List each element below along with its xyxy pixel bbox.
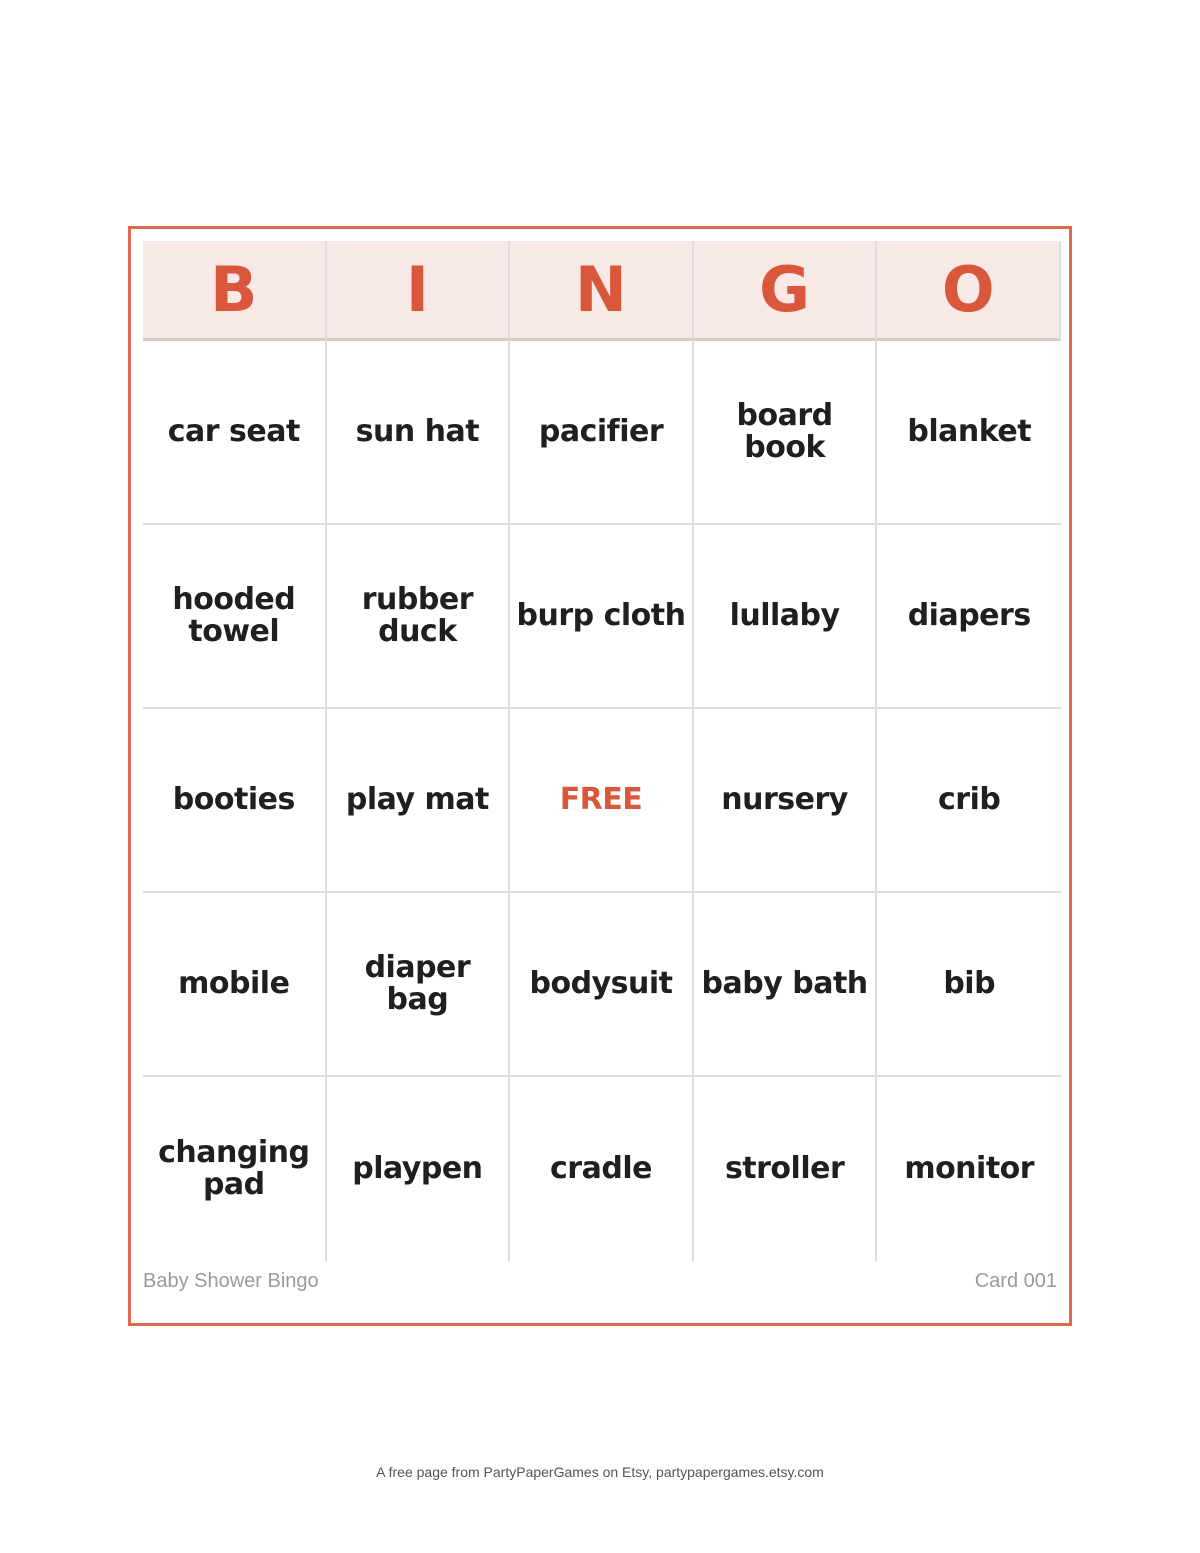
card-title: Baby Shower Bingo (143, 1270, 319, 1292)
bingo-cell: crib (877, 709, 1061, 893)
free-space: FREE (510, 709, 694, 893)
header-letter-b: B (143, 241, 327, 341)
bingo-cell: booties (143, 709, 327, 893)
bingo-cell: lullaby (694, 525, 878, 709)
bingo-cell: baby bath (694, 893, 878, 1077)
bingo-cell: board book (694, 341, 878, 525)
bingo-cell: cradle (510, 1077, 694, 1261)
bingo-cell: diapers (877, 525, 1061, 709)
bingo-cell: sun hat (327, 341, 511, 525)
bingo-cell: bodysuit (510, 893, 694, 1077)
bingo-cell: bib (877, 893, 1061, 1077)
header-letter-n: N (510, 241, 694, 341)
bingo-cell: stroller (694, 1077, 878, 1261)
bingo-cell: rubber duck (327, 525, 511, 709)
bingo-cell: burp cloth (510, 525, 694, 709)
card-number: Card 001 (974, 1270, 1057, 1292)
header-letter-i: I (327, 241, 511, 341)
bingo-cell: nursery (694, 709, 878, 893)
bingo-cell: hooded towel (143, 525, 327, 709)
bingo-cell: car seat (143, 341, 327, 525)
bingo-cell: monitor (904, 1151, 1035, 1186)
bingo-grid (143, 241, 1061, 1261)
header-letter-g: G (694, 241, 878, 341)
bingo-cell: changing pad (143, 1077, 327, 1261)
bingo-cell: play mat (327, 709, 511, 893)
header-letter-o: O (877, 241, 1061, 341)
bingo-cell: blanket (877, 341, 1061, 525)
bingo-cell: playpen (327, 1077, 511, 1261)
bingo-cell: diaper bag (327, 893, 511, 1077)
credit-line: A free page from PartyPaperGames on Etsy, partypapergames.etsy.com (376, 1464, 824, 1480)
bingo-cell: mobile (143, 893, 327, 1077)
bingo-card (128, 226, 1072, 1326)
bingo-cell: pacifier (510, 341, 694, 525)
